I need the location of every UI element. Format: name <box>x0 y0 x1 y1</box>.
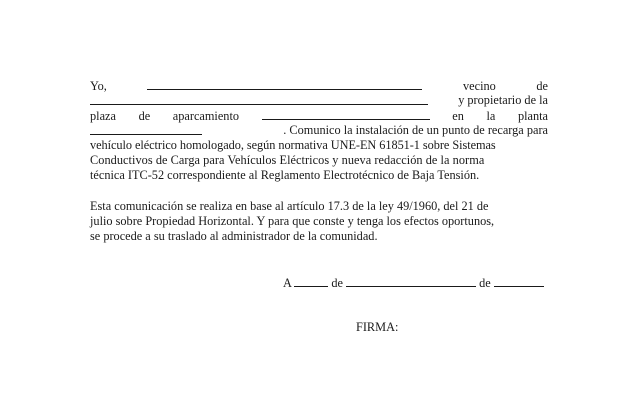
paragraph1-line5: vehículo eléctrico homologado, según normativa UNE-EN 61851-1 sobre Sistemas <box>90 138 496 152</box>
month-blank[interactable] <box>346 275 476 287</box>
text-propietario: y propietario de la <box>458 93 548 107</box>
text-planta: planta <box>517 109 548 123</box>
name-blank[interactable] <box>147 78 422 90</box>
paragraph1-line4 <box>90 123 548 138</box>
parking-space-blank[interactable] <box>262 108 430 120</box>
text-de: de <box>331 276 343 290</box>
floor-blank[interactable] <box>90 123 202 135</box>
text-yo: Yo, <box>90 79 107 93</box>
day-blank[interactable] <box>294 275 328 287</box>
paragraph1-line7: técnica ITC-52 correspondiente al Reglamento Electrotécnico de Baja Tensión. <box>90 168 480 182</box>
text-aparcamiento: aparcamiento <box>172 109 240 123</box>
paragraph1-line2 <box>90 93 548 108</box>
paragraph2-line1: Esta comunicación se realiza en base al artículo 17.3 de la ley 49/1960, del 21 de <box>90 199 489 213</box>
date-line <box>283 275 544 290</box>
paragraph2-line3: se procede a su traslado al administrador de la comunidad. <box>90 229 378 243</box>
signature-label: FIRMA: <box>356 320 399 334</box>
text-en: en <box>452 109 464 123</box>
text-de: de <box>479 276 491 290</box>
paragraph1-line3 <box>90 108 548 123</box>
address-blank[interactable] <box>90 93 428 105</box>
year-blank[interactable] <box>494 275 544 287</box>
text-a: A <box>283 276 292 290</box>
paragraph1-line1 <box>90 78 548 93</box>
text-de: de <box>138 109 151 123</box>
paragraph2-line2: julio sobre Propiedad Horizontal. Y para que conste y tenga los efectos oportunos, <box>90 214 495 228</box>
text-plaza: plaza <box>90 109 116 123</box>
text-la: la <box>486 109 496 123</box>
paragraph1-line6: Conductivos de Carga para Vehículos Eléctricos y nueva redacción de la norma <box>90 153 485 167</box>
text-de: de <box>536 79 548 93</box>
text-vecino: vecino <box>463 79 496 93</box>
text-comunico: . Comunico la instalación de un punto de recarga para <box>283 123 548 137</box>
